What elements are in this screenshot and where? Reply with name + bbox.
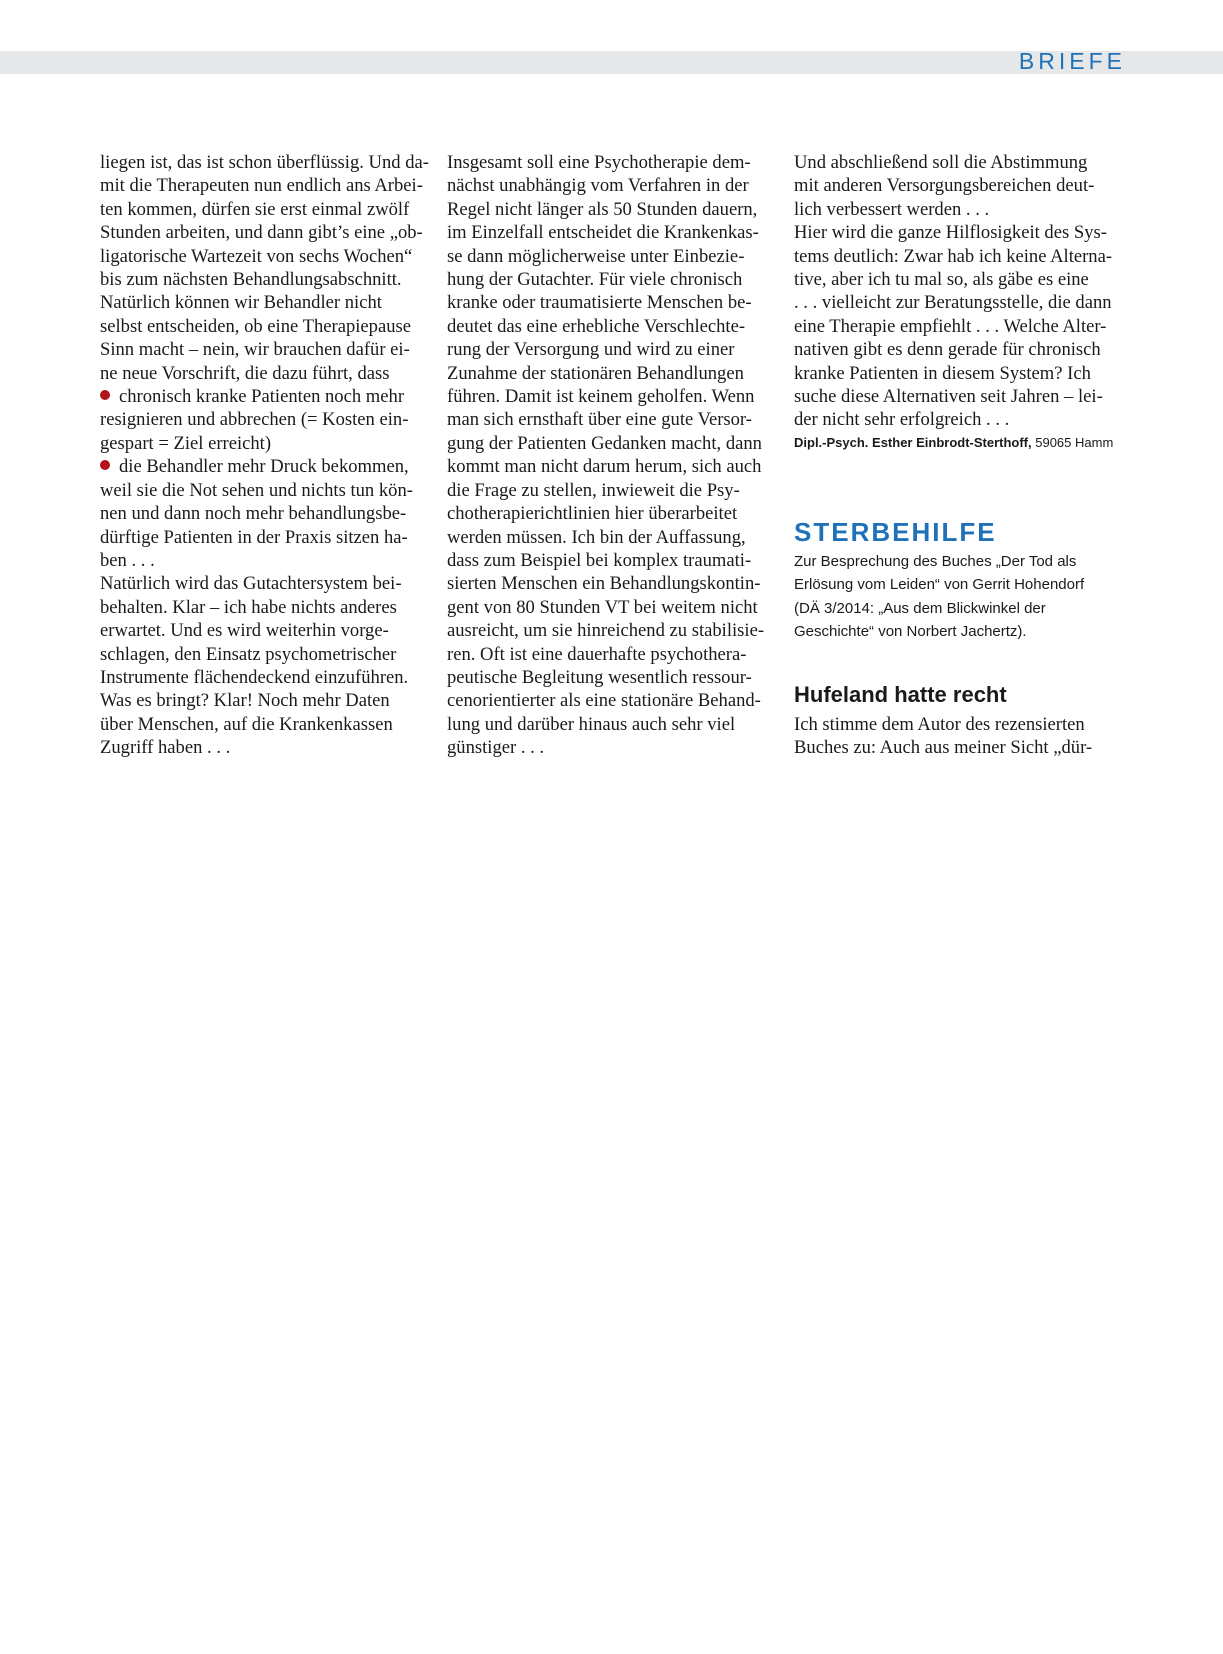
text-line: cenorientierter als eine stationäre Behand- <box>447 690 761 712</box>
text-line: kranke oder traumatisierte Menschen be- <box>447 292 752 314</box>
text-line: Natürlich wird das Gutachtersystem bei- <box>100 573 402 595</box>
text-line: Stunden arbeiten, und dann gibt’s eine „ob- <box>100 222 423 244</box>
text-line: ten kommen, dürfen sie erst einmal zwölf <box>100 198 410 220</box>
text-line: dürftige Patienten in der Praxis sitzen ha- <box>100 526 408 548</box>
text-line: dass zum Beispiel bei komplex traumati- <box>447 549 752 571</box>
column-3 <box>794 151 1120 453</box>
text-line: nen und dann noch mehr behandlungsbe- <box>100 503 407 525</box>
text-line: mit die Therapeuten nun endlich ans Arbei- <box>100 175 423 197</box>
text-line: Sinn macht – nein, wir brauchen dafür ei- <box>100 339 410 361</box>
column-2 <box>447 151 773 760</box>
text-line: im Einzelfall entscheidet die Krankenkas- <box>447 222 759 244</box>
text-line: mit anderen Versorgungsbereichen deut- <box>794 175 1095 197</box>
bullet-item <box>100 455 426 572</box>
text-line: Regel nicht länger als 50 Stunden dauern, <box>447 198 758 220</box>
text-line: . . . vielleicht zur Beratungsstelle, die dann <box>794 292 1112 314</box>
rubric-heading: STERBEHILFE <box>794 517 997 547</box>
paragraph <box>100 151 429 291</box>
text-line: die Behandler mehr Druck bekommen, <box>119 456 409 478</box>
paragraph <box>794 221 1120 432</box>
text-line: Und abschließend soll die Abstimmung <box>794 152 1088 173</box>
text-line: sierten Menschen ein Behandlungskontin- <box>447 573 761 595</box>
text-line: nativen gibt es denn gerade für chronisch <box>794 339 1101 361</box>
text-line: Buches zu: Auch aus meiner Sicht „dür- <box>794 737 1093 759</box>
text-line: eine Therapie empfiehlt . . . Welche Alter- <box>794 315 1107 337</box>
text-line: gespart = Ziel erreicht) <box>100 432 272 454</box>
bullet-icon <box>100 390 110 400</box>
bullet-icon <box>100 460 110 470</box>
bullet-item <box>100 385 426 455</box>
text-line: ben . . . <box>100 549 155 571</box>
text-line: Instrumente flächendeckend einzuführen. <box>100 666 409 688</box>
text-line: suche diese Alternativen seit Jahren – lei- <box>794 386 1103 408</box>
letter-body <box>794 713 1124 760</box>
text-line: se dann möglicherweise unter Einbezie- <box>447 245 745 267</box>
text-line: nächst unabhängig vom Verfahren in der <box>447 175 749 197</box>
text-line: ligatorische Wartezeit von sechs Wochen“ <box>100 245 413 267</box>
text-line: schlagen, den Einsatz psychometrischer <box>100 643 397 665</box>
column-1 <box>100 151 429 760</box>
paragraph <box>447 151 773 760</box>
text-line: die Frage zu stellen, inwieweit die Psy- <box>447 479 740 501</box>
text-line: liegen ist, das ist schon überflüssig. Und da- <box>100 152 429 173</box>
signature-place: 59065 Hamm <box>1031 434 1114 450</box>
paragraph <box>794 151 1120 221</box>
text-line: peutische Begleitung wesentlich ressour- <box>447 666 752 688</box>
text-line: hung der Gutachter. Für viele chronisch <box>447 269 743 291</box>
text-line: Hier wird die ganze Hilflosigkeit des Sys- <box>794 222 1107 244</box>
text-line: führen. Damit ist keinem geholfen. Wenn <box>447 386 755 408</box>
paragraph <box>100 291 426 385</box>
letter-signature <box>794 433 1120 453</box>
text-line: lung und darüber hinaus auch sehr viel <box>447 713 736 735</box>
text-line: der nicht sehr erfolgreich . . . <box>794 409 1010 431</box>
text-line: Zugriff haben . . . <box>100 737 231 759</box>
text-line: bis zum nächsten Behandlungsabschnitt. <box>100 269 402 291</box>
text-line: gung der Patienten Gedanken macht, dann <box>447 432 762 454</box>
text-line: über Menschen, auf die Krankenkassen <box>100 713 393 735</box>
text-line: ren. Oft ist eine dauerhafte psychothera- <box>447 643 747 665</box>
text-line: ne neue Vorschrift, die dazu führt, dass <box>100 362 390 384</box>
text-line: weil sie die Not sehen und nichts tun kön- <box>100 479 413 501</box>
text-line: chotherapierichtlinien hier überarbeitet <box>447 503 738 525</box>
text-line: tive, aber ich tu mal so, als gäbe es eine <box>794 269 1089 291</box>
text-line: Zur Besprechung des Buches „Der Tod als <box>794 553 1077 570</box>
text-line: behalten. Klar – ich habe nichts anderes <box>100 596 397 618</box>
text-line: chronisch kranke Patienten noch mehr <box>119 386 405 408</box>
section-label: BRIEFE <box>1018 48 1126 74</box>
text-line: werden müssen. Ich bin der Auffassung, <box>447 526 746 548</box>
text-line: Was es bringt? Klar! Noch mehr Daten <box>100 690 390 712</box>
signature-name: Dipl.-Psych. Esther Einbrodt-Sterthoff, <box>794 434 1032 450</box>
text-line: kranke Patienten in diesem System? Ich <box>794 362 1091 384</box>
text-line: Insgesamt soll eine Psychotherapie dem- <box>447 152 751 173</box>
text-line: erwartet. Und es wird weiterhin vorge- <box>100 620 389 642</box>
letter-headline: Hufeland hatte recht <box>794 682 1007 707</box>
text-line: rung der Versorgung und wird zu einer <box>447 339 735 361</box>
text-line: gent von 80 Stunden VT bei weitem nicht <box>447 596 758 618</box>
text-line: resignieren und abbrechen (= Kosten ein- <box>100 409 409 431</box>
text-line: kommt man nicht darum herum, sich auch <box>447 456 762 478</box>
text-line: (DÄ 3/2014: „Aus dem Blickwinkel der <box>794 599 1046 617</box>
text-line: selbst entscheiden, ob eine Therapiepause <box>100 315 411 337</box>
text-line: günstiger . . . <box>447 737 545 759</box>
text-line: Erlösung vom Leiden“ von Gerrit Hohendorf <box>794 576 1085 594</box>
article-intro <box>794 550 1124 643</box>
text-line: tems deutlich: Zwar hab ich keine Alterna- <box>794 245 1113 267</box>
text-line: lich verbessert werden . . . <box>794 198 990 220</box>
paragraph <box>100 572 426 759</box>
text-line: man sich ernsthaft über eine gute Versor- <box>447 409 752 431</box>
text-line: deutet das eine erhebliche Verschlechte- <box>447 315 746 337</box>
text-line: Natürlich können wir Behandler nicht <box>100 292 382 314</box>
text-line: ausreicht, um sie hinreichend zu stabilisie- <box>447 620 765 642</box>
text-line: Ich stimme dem Autor des rezensierten <box>794 714 1085 735</box>
text-line: Zunahme der stationären Behandlungen <box>447 362 744 384</box>
text-line: Geschichte“ von Norbert Jachertz). <box>794 622 1027 640</box>
